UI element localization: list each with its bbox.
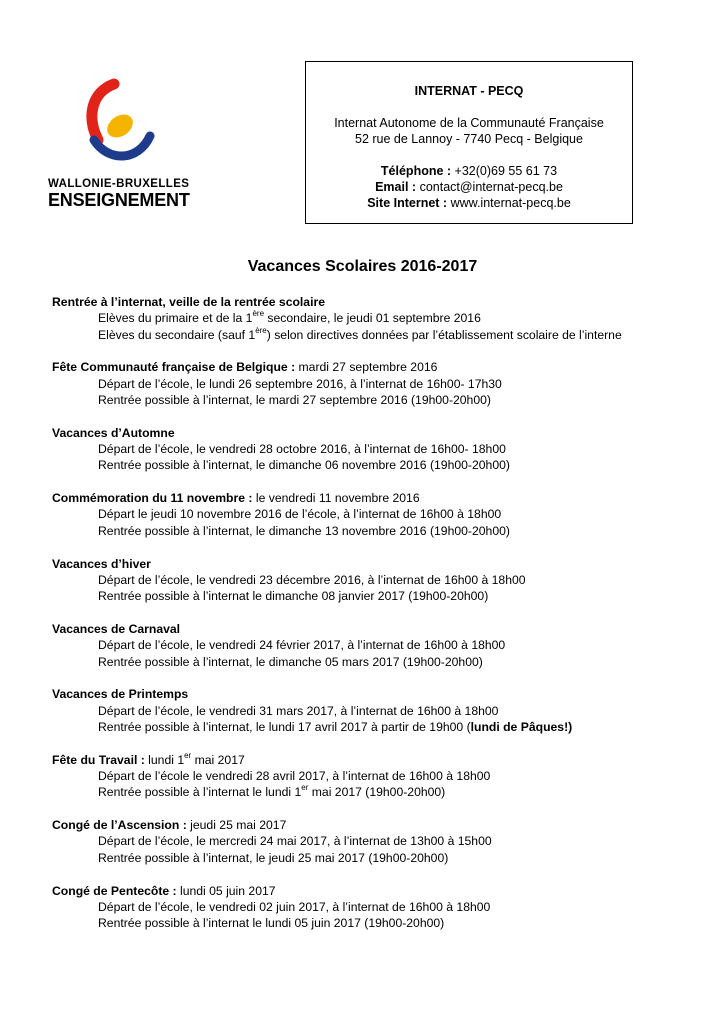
holiday-section [52, 817, 692, 866]
contact-title: INTERNAT - PECQ [414, 84, 524, 98]
section-line [52, 850, 692, 866]
section-line [52, 654, 692, 670]
section-heading [52, 883, 692, 899]
section-heading-date: lundi 1 [144, 752, 185, 767]
line-text: Départ de l’école, le vendredi 23 décembre 2016, à l’internat de 16h00 à 18h00 [98, 572, 526, 587]
holiday-list [52, 294, 692, 948]
section-line [52, 899, 692, 915]
section-heading-date: le vendredi 11 novembre 2016 [252, 491, 420, 506]
section-heading-bold: Vacances de Carnaval [52, 621, 181, 636]
section-line [52, 327, 692, 343]
line-text: Rentrée possible à l’internat, le dimanche 06 novembre 2016 (19h00-20h00) [98, 458, 510, 473]
line-text: Elèves du primaire et de la 1 [98, 311, 253, 326]
superscript: er [301, 783, 309, 793]
section-heading-date: lundi 05 juin 2017 [176, 883, 276, 898]
section-line [52, 392, 692, 408]
email-label: Email : [375, 180, 417, 194]
section-heading [52, 621, 692, 637]
phone-value: +32(0)69 55 61 73 [451, 164, 558, 178]
section-heading [52, 752, 692, 768]
superscript: er [184, 750, 192, 760]
section-heading-bold: Vacances d’Automne [52, 425, 175, 440]
holiday-section [52, 294, 692, 343]
section-line [52, 310, 692, 326]
line-text-end: ) selon directives données par l’établissement scolaire de l’interne [266, 327, 622, 342]
section-heading-bold: Congé de Pentecôte : [52, 883, 177, 898]
line-text: Rentrée possible à l’internat le lundi 05 juin 2017 (19h00-20h00) [98, 916, 445, 931]
section-heading-date-end: mai 2017 [191, 752, 245, 767]
section-heading-bold: Vacances d’hiver [52, 556, 151, 571]
superscript: ère [252, 309, 265, 319]
section-line [52, 703, 692, 719]
section-heading-bold: Congé de l’Ascension : [52, 818, 187, 833]
contact-site [306, 195, 632, 211]
section-heading-bold: Commémoration du 11 novembre : [52, 491, 253, 506]
contact-box [305, 61, 633, 224]
line-text-end: mai 2017 (19h00-20h00) [308, 785, 446, 800]
line-text: Départ de l’école, le vendredi 31 mars 2017, à l’internat de 16h00 à 18h00 [98, 703, 499, 718]
section-line [52, 719, 692, 735]
holiday-section [52, 359, 692, 408]
line-text: Rentrée possible à l’internat, le mardi 27 septembre 2016 (19h00-20h00) [98, 392, 491, 407]
holiday-section [52, 883, 692, 932]
section-line [52, 523, 692, 539]
logo-text-bottom: ENSEIGNEMENT [48, 190, 190, 210]
section-heading-bold: Rentrée à l’internat, veille de la rentrée scolaire [52, 295, 325, 309]
section-heading [52, 294, 692, 310]
section-heading [52, 686, 692, 702]
line-text: Départ le jeudi 10 novembre 2016 de l’école, à l’internat de 16h00 à 18h00 [98, 507, 502, 522]
section-line [52, 637, 692, 653]
email-value[interactable]: contact@internat-pecq.be [416, 180, 563, 194]
line-text: Départ de l’école, le vendredi 28 octobre 2016, à l’internat de 16h00- 18h00 [98, 442, 506, 457]
section-line [52, 833, 692, 849]
section-line [52, 376, 692, 392]
line-text: Rentrée possible à l’internat le lundi 1 [98, 785, 302, 800]
contact-address: 52 rue de Lannoy - 7740 Pecq - Belgique [355, 132, 583, 146]
line-text: Rentrée possible à l’internat, le dimanche 05 mars 2017 (19h00-20h00) [98, 654, 483, 669]
line-text: Rentrée possible à l’internat, le jeudi 25 mai 2017 (19h00-20h00) [98, 850, 449, 865]
logo-text-top: WALLONIE-BRUXELLES [48, 178, 190, 190]
section-heading-date: mardi 27 septembre 2016 [295, 360, 438, 375]
section-line [52, 784, 692, 800]
section-line [52, 768, 692, 784]
line-text: Départ de l’école, le lundi 26 septembre 2016, à l’internat de 16h00- 17h30 [98, 376, 502, 391]
contact-phone [306, 163, 632, 179]
line-text: Elèves du secondaire (sauf 1 [98, 327, 256, 342]
section-line [52, 457, 692, 473]
holiday-section [52, 556, 692, 605]
section-heading-date: jeudi 25 mai 2017 [186, 818, 287, 833]
section-heading [52, 817, 692, 833]
section-line [52, 572, 692, 588]
line-text: Départ de l’école, le mercredi 24 mai 2017, à l’internat de 13h00 à 15h00 [98, 834, 492, 849]
line-text: Rentrée possible à l’internat le dimanche 08 janvier 2017 (19h00-20h00) [98, 589, 489, 604]
contact-email [306, 179, 632, 195]
section-heading-bold: Fête du Travail : [52, 752, 145, 767]
contact-org: Internat Autonome de la Communauté Française [334, 116, 604, 130]
section-heading [52, 556, 692, 572]
line-text-bold: lundi de Pâques!) [470, 719, 573, 734]
section-line [52, 915, 692, 931]
section-line [52, 506, 692, 522]
holiday-section [52, 621, 692, 670]
site-value[interactable]: www.internat-pecq.be [447, 196, 571, 210]
line-text: Rentrée possible à l’internat, le lundi 17 avril 2017 à partir de 19h00 ( [98, 719, 471, 734]
section-heading [52, 425, 692, 441]
holiday-section [52, 686, 692, 735]
section-heading-bold: Fête Communauté française de Belgique : [52, 360, 296, 375]
section-heading [52, 359, 692, 375]
section-line [52, 441, 692, 457]
wb-emblem-icon [84, 78, 164, 168]
section-heading [52, 490, 692, 506]
line-text: Rentrée possible à l’internat, le dimanche 13 novembre 2016 (19h00-20h00) [98, 523, 510, 538]
holiday-section [52, 425, 692, 474]
holiday-section [52, 752, 692, 801]
line-text: Départ de l’école le vendredi 28 avril 2017, à l’internat de 16h00 à 18h00 [98, 769, 491, 784]
line-text: Départ de l’école, le vendredi 24 février 2017, à l’internat de 16h00 à 18h00 [98, 638, 506, 653]
phone-label: Téléphone : [380, 164, 452, 178]
line-text: Départ de l’école, le vendredi 02 juin 2017, à l’internat de 16h00 à 18h00 [98, 899, 491, 914]
page-title: Vacances Scolaires 2016-2017 [247, 258, 478, 275]
holiday-section [52, 490, 692, 539]
superscript: ère [255, 325, 267, 335]
section-heading-bold: Vacances de Printemps [52, 687, 189, 702]
line-text-end: secondaire, le jeudi 01 septembre 2016 [264, 311, 481, 326]
wallonie-bruxelles-logo [48, 78, 198, 218]
site-label: Site Internet : [367, 196, 448, 210]
section-line [52, 588, 692, 604]
